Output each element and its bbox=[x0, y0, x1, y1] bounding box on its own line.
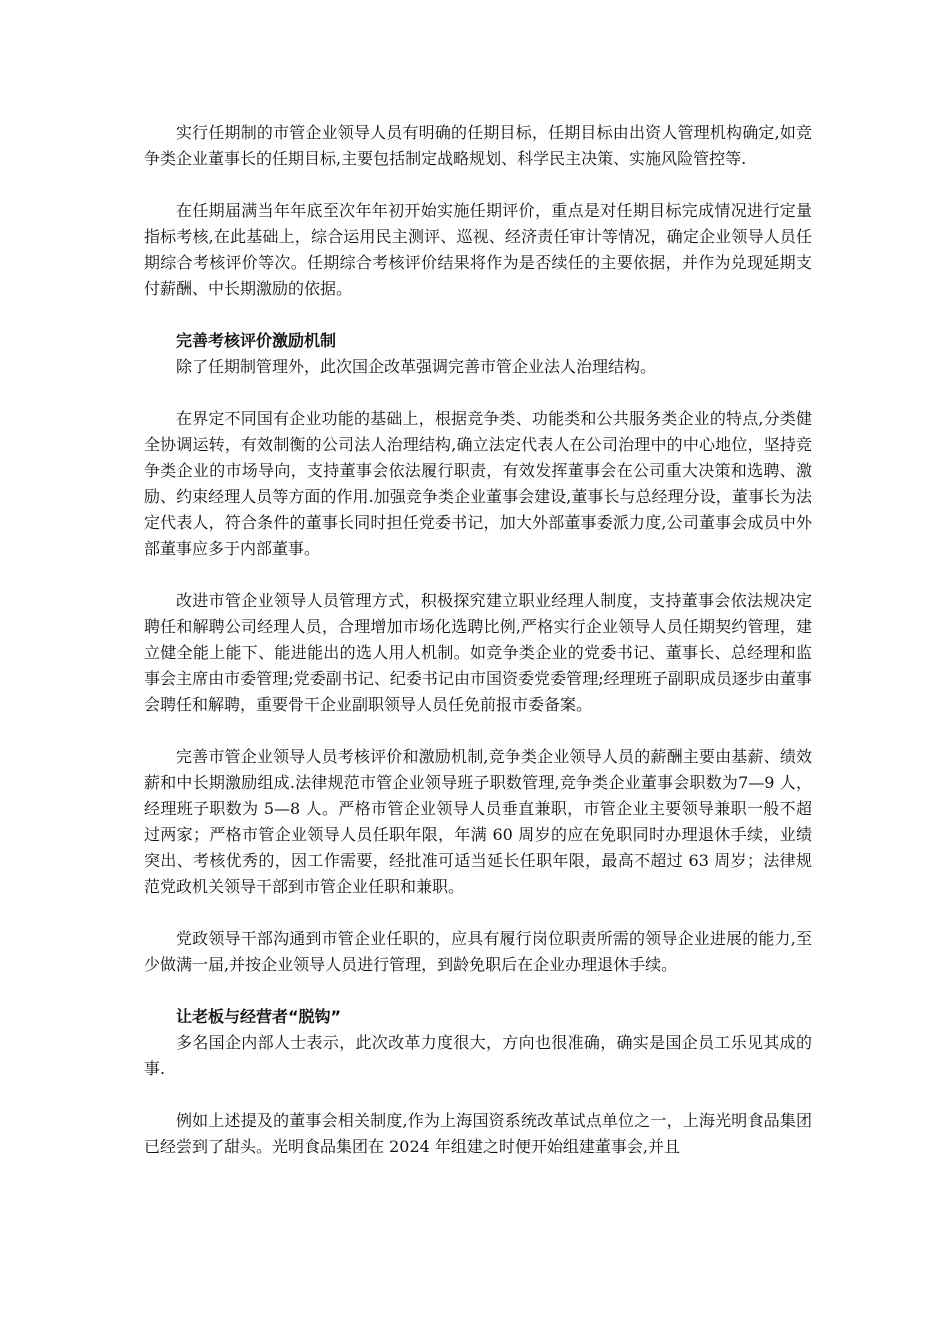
paragraph-gap bbox=[144, 380, 812, 406]
paragraph-insider-views: 多名国企内部人士表示，此次改革力度很大，方向也很准确，确实是国企员工乐见其成的事. bbox=[144, 1033, 812, 1078]
section-heading-decoupling: 让老板与经营者“脱钩” bbox=[176, 1007, 342, 1026]
document-page bbox=[144, 120, 812, 1160]
paragraph-gap bbox=[144, 1082, 812, 1108]
paragraph-term-evaluation: 在任期届满当年年底至次年年初开始实施任期评价，重点是对任期目标完成情况进行定量指标考核,在此基础上，综合运用民主测评、巡视、经济责任审计等情况，确定企业领导人员任期综合考核评价等次。任期综合考核评价结果将作为是否续任的主要依据，并作为兑现延期支付薪酬、中长期激励的依据。 bbox=[144, 201, 812, 298]
paragraph-incentive-mechanism: 完善市管企业领导人员考核评价和激励机制,竞争类企业领导人员的薪酬主要由基薪、绩效薪和中长期激励组成.法律规范市管企业领导班子职数管理,竞争类企业董事会职数为7—9 人，经理班子职数为 5—8 人。严格市管企业领导人员垂直兼职，市管企业主要领导兼职一般不超过两家；严格市管企业领导人员任职年限，年满 60 周岁的应在免职同时办理退休手续，业绩突出、考核优秀的，因工作需要，经批准可适当延长任职年限，最高不超过 63 周岁；法律规范党政机关领导干部到市管企业任职和兼职。 bbox=[144, 747, 812, 896]
paragraph-management-method: 改进市管企业领导人员管理方式，积极探究建立职业经理人制度，支持董事会依法规决定聘任和解聘公司经理人员，合理增加市场化选聘比例,严格实行企业领导人员任期契约管理，建立健全能上能下、能进能出的选人用人机制。如竞争类企业的党委书记、董事长、总经理和监事会主席由市委管理;党委副书记、纪委书记由市国资委党委管理;经理班子副职成员逐步由董事会聘任和解聘，重要骨干企业副职领导人员任免前报市委备案。 bbox=[144, 591, 812, 714]
paragraph-gap bbox=[144, 900, 812, 926]
paragraph-gap bbox=[144, 172, 812, 198]
paragraph-cadre-transfer: 党政领导干部沟通到市管企业任职的，应具有履行岗位职责所需的领导企业进展的能力,至少做满一届,并按企业领导人员进行管理，到龄免职后在企业办理退休手续。 bbox=[144, 929, 812, 974]
paragraph-gap bbox=[144, 302, 812, 328]
paragraph-gap bbox=[144, 978, 812, 1004]
paragraph-bright-food-example: 例如上述提及的董事会相关制度,作为上海国资系统改革试点单位之一，上海光明食品集团已经尝到了甜头。光明食品集团在 2024 年组建之时便开始组建董事会,并且 bbox=[144, 1111, 812, 1156]
paragraph-gap bbox=[144, 718, 812, 744]
paragraph-governance-structure: 在界定不同国有企业功能的基础上，根据竞争类、功能类和公共服务类企业的特点,分类健全协调运转，有效制衡的公司法人治理结构,确立法定代表人在公司治理中的中心地位，坚持竞争类企业的市场导向，支持董事会依法履行职责，有效发挥董事会在公司重大决策和选聘、激励、约束经理人员等方面的作用.加强竞争类企业董事会建设,董事长与总经理分设，董事长为法定代表人，符合条件的董事长同时担任党委书记，加大外部董事委派力度,公司董事会成员中外部董事应多于内部董事。 bbox=[144, 409, 812, 558]
paragraph-term-targets: 实行任期制的市管企业领导人员有明确的任期目标，任期目标由出资人管理机构确定,如竞争类企业董事长的任期目标,主要包括制定战略规划、科学民主决策、实施风险管控等. bbox=[144, 123, 812, 168]
paragraph-governance-intro: 除了任期制管理外，此次国企改革强调完善市管企业法人治理结构。 bbox=[176, 357, 657, 376]
section-heading-incentive: 完善考核评价激励机制 bbox=[176, 331, 337, 350]
paragraph-gap bbox=[144, 562, 812, 588]
